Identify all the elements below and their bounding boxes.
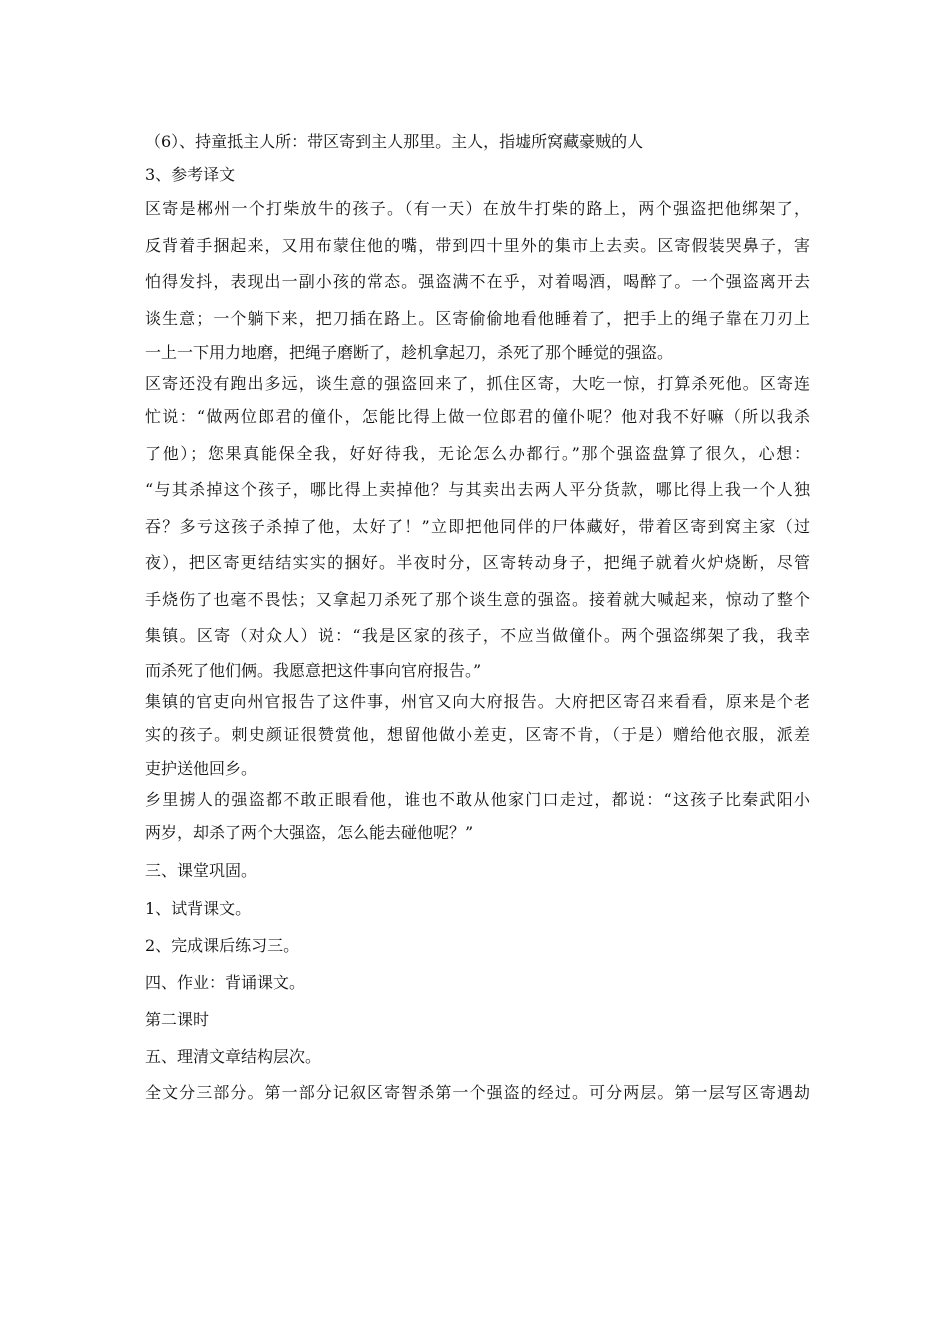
- paragraph-line: 一上一下用力地磨，把绳子磨断了，趁机拿起刀，杀死了那个睡觉的强盗。: [145, 343, 674, 362]
- paragraph-line: 反背着手捆起来，又用布蒙住他的嘴，带到四十里外的集市上去卖。区寄假装哭鼻子，害: [145, 235, 810, 255]
- paragraph-line: 忙说：“做两位郎君的僮仆，怎能比得上做一位郎君的僮仆呢？他对我不好嘛（所以我杀: [145, 407, 810, 426]
- section-heading-translation: 3、参考译文: [145, 165, 236, 184]
- paragraph-line: 而杀死了他们俩。我愿意把这件事向官府报告。”: [145, 660, 482, 680]
- translation-paragraph-1: [145, 191, 810, 368]
- paragraph-line: 谈生意；一个躺下来，把刀插在路上。区寄偷偷地看他睡着了，把手上的绳子靠在刀刃上: [145, 308, 810, 328]
- structure-paragraph: [145, 1075, 810, 1112]
- paragraph-line: 夜），把区寄更结结实实的捆好。半夜时分，区寄转动身子，把绳子就着火炉烧断，尽管: [145, 553, 810, 572]
- section-heading-structure: 五、理清文章结构层次。: [145, 1046, 322, 1066]
- paragraph-line: 实的孩子。刺史颜证很赞赏他，想留他做小差吏，区寄不肯，（于是）赠给他衣服，派差: [145, 724, 810, 744]
- lesson-heading: 第二课时: [145, 1009, 210, 1029]
- section-heading-homework: 四、作业：背诵课文。: [145, 972, 306, 992]
- translation-paragraph-2: [145, 368, 810, 686]
- paragraph-line: 了他）；您果真能保全我，好好待我，无论怎么办都行。”那个强盗盘算了很久，心想：: [145, 443, 810, 463]
- paragraph-line: 吞？多亏这孩子杀掉了他，太好了！”立即把他同伴的尸体藏好，带着区寄到窝主家（过: [145, 516, 810, 536]
- paragraph-line: “与其杀掉这个孩子，哪比得上卖掉他？与其卖出去两人平分货款，哪比得上我一个人独: [145, 480, 810, 499]
- paragraph-line: 区寄还没有跑出多远，谈生意的强盗回来了，抓住区寄，大吃一惊，打算杀死他。区寄连: [145, 374, 810, 393]
- paragraph-line: 全文分三部分。第一部分记叙区寄智杀第一个强盗的经过。可分两层。第一层写区寄遇劫: [145, 1082, 810, 1102]
- section-heading-consolidation: 三、课堂巩固。: [145, 860, 258, 880]
- paragraph-line: 乡里掳人的强盗都不敢正眼看他，谁也不敢从他家门口走过，都说：“这孩子比秦武阳小: [145, 790, 810, 809]
- task-item-2: 2、完成课后练习三。: [145, 935, 300, 955]
- document-body: [145, 126, 810, 1111]
- paragraph-line: 怕得发抖，表现出一副小孩的常态。强盗满不在乎，对着喝酒，喝醉了。一个强盗离开去: [145, 272, 810, 291]
- task-item-1: 1、试背课文。: [145, 898, 252, 918]
- annotation-item-6: （6）、持童抵主人所：带区寄到主人那里。主人，指墟所窝藏豪贼的人: [145, 132, 644, 151]
- paragraph-line: 区寄是郴州一个打柴放牛的孩子。（有一天）在放牛打柴的路上，两个强盗把他绑架了，: [145, 199, 810, 218]
- paragraph-line: 两岁，却杀了两个大强盗，怎么能去碰他呢？”: [145, 823, 474, 842]
- translation-paragraph-3: [145, 686, 810, 785]
- paragraph-line: 手烧伤了也毫不畏怯；又拿起刀杀死了那个谈生意的强盗。接着就大喊起来，惊动了整个: [145, 589, 810, 609]
- translation-paragraph-4: [145, 784, 810, 852]
- paragraph-line: 集镇。区寄（对众人）说：“我是区家的孩子，不应当做僮仆。两个强盗绑架了我，我幸: [145, 626, 810, 645]
- paragraph-line: 吏护送他回乡。: [145, 759, 258, 778]
- paragraph-line: 集镇的官吏向州官报告了这件事，州官又向大府报告。大府把区寄召来看看，原来是个老: [145, 691, 810, 711]
